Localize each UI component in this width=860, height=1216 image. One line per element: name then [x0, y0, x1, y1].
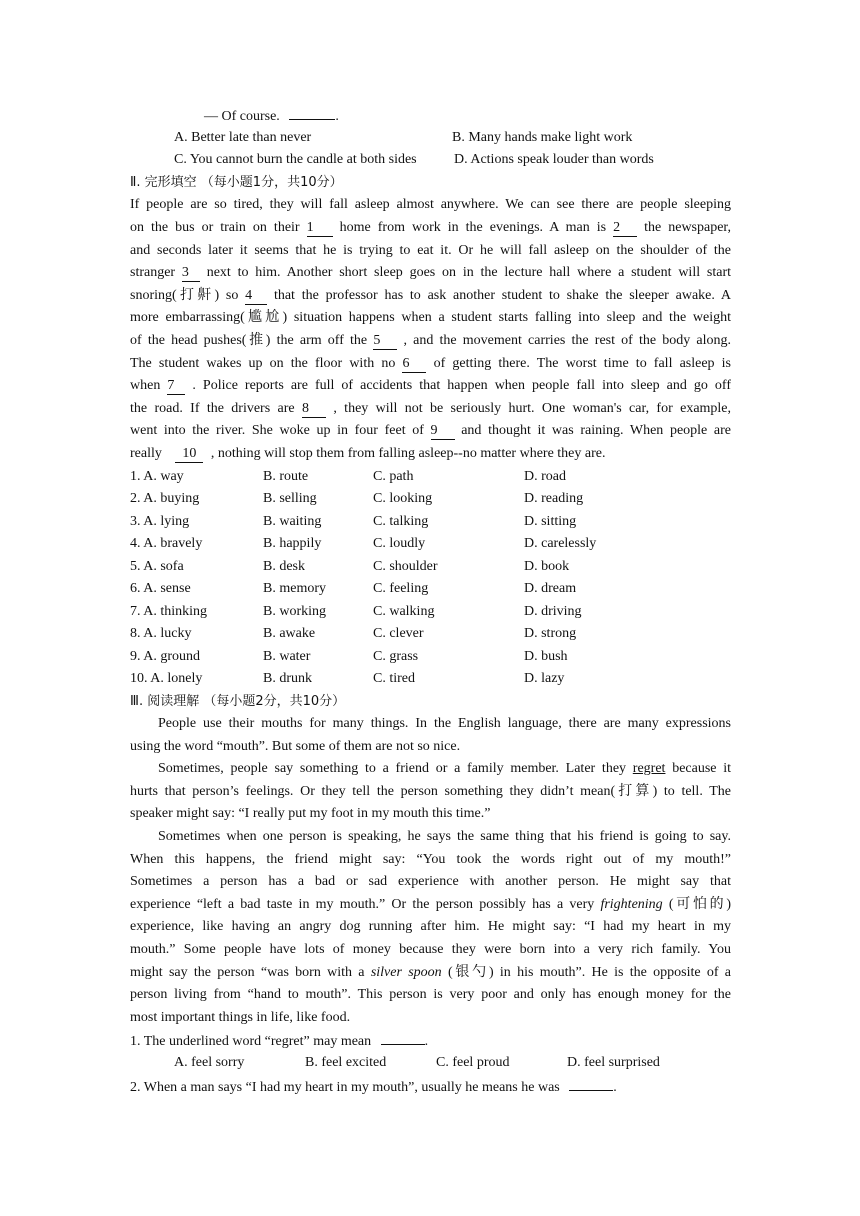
- option-d: D. driving: [524, 603, 582, 619]
- passage-text: , they will not be seriously hurt. One woman's car, for example,: [333, 400, 731, 416]
- passage-text: home from work in the evenings. A man is: [339, 219, 607, 235]
- reading-text: mouth.” Some people have lots of money because they were born into a very rich family. You: [130, 942, 731, 958]
- reading-text: because it: [672, 761, 731, 777]
- option-c: C. feeling: [373, 581, 429, 596]
- reading-line: [130, 849, 731, 872]
- reading-text: might say the person “was born with a: [130, 964, 365, 980]
- section2-heading-text: Ⅱ. 完形填空 （每小题1分，共10分）: [130, 174, 343, 190]
- option-b: B. route: [263, 468, 309, 484]
- option-b: B. awake: [263, 626, 316, 641]
- passage-text: the road. If the drivers are: [130, 400, 295, 416]
- reading-line: [130, 758, 731, 781]
- passage-text: snoring(打鼾) so: [130, 287, 239, 303]
- cloze-option-row: [130, 601, 731, 624]
- passage-line: [130, 307, 731, 330]
- underlined-word: regret: [632, 761, 666, 777]
- blank-2: 2: [613, 220, 637, 237]
- passage-text: of the head pushes(推) the arm off the: [130, 332, 368, 348]
- passage-text: , and the movement carries the rest of the body along.: [403, 332, 731, 348]
- reading-line: [130, 736, 731, 759]
- option-d: D. lazy: [524, 671, 565, 686]
- passage-text: really: [130, 445, 162, 461]
- option-c: C. talking: [373, 513, 429, 529]
- section3-heading-text: Ⅲ. 阅读理解 （每小题2分，共10分）: [130, 693, 346, 709]
- cloze-option-row: [130, 646, 731, 669]
- option-d: D. Actions speak louder than words: [454, 152, 654, 168]
- reading-text: (可怕的): [668, 896, 731, 912]
- passage-line: [130, 375, 731, 398]
- option-b: B. memory: [263, 581, 326, 596]
- prev-question-options-row1: [130, 127, 731, 150]
- option-b: B. drunk: [263, 671, 312, 686]
- option-d: D. bush: [524, 648, 568, 664]
- option-a: 8. A. lucky: [130, 626, 192, 641]
- option-c: C. walking: [373, 603, 435, 619]
- reply-text: — Of course.: [204, 109, 280, 124]
- cloze-option-row: [130, 466, 731, 489]
- option-d: D. dream: [524, 581, 577, 596]
- italic-word: frightening: [600, 896, 663, 912]
- prev-question-reply: — Of course. .: [130, 104, 731, 127]
- question-text: 2. When a man says “I had my heart in my mouth”, usually he means he was: [130, 1079, 560, 1095]
- answer-blank: [569, 1075, 613, 1091]
- option-d: D. carelessly: [524, 536, 597, 551]
- passage-text: went into the river. She woke up in four feet of: [130, 423, 424, 439]
- blank-3: 3: [182, 265, 200, 282]
- passage-text: that the professor has to ask another student to shake the sleeper awake. A: [273, 287, 731, 303]
- passage-line: [130, 194, 731, 217]
- option-d: D. feel surprised: [567, 1055, 660, 1070]
- passage-text: stranger: [130, 265, 176, 281]
- option-a: 2. A. buying: [130, 491, 200, 506]
- passage-text: next to him. Another short sleep goes on in the lecture hall where a student will start: [206, 265, 731, 281]
- blank-9: 9: [431, 423, 455, 440]
- reading-text: (银勺) in his mouth”. He is the opposite of a: [447, 964, 731, 980]
- reading-text: Sometimes, people say something to a friend or a family member. Later they: [158, 761, 627, 777]
- reading-line: [130, 894, 731, 917]
- passage-text: when: [130, 378, 161, 394]
- reading-text: speaker might say: “I really put my foot in my mouth this time.”: [130, 806, 491, 822]
- question-1-options: [130, 1052, 731, 1075]
- reading-text: person living from “hand to mouth”. This person is very poor and only has enough money for the: [130, 987, 731, 1003]
- answer-blank: [289, 104, 335, 120]
- section2-heading: [130, 172, 731, 195]
- reading-text: Sometimes a person has a bad or sad experience with another person. He might say that: [130, 874, 731, 890]
- italic-word: silver spoon: [370, 964, 442, 980]
- blank-10: 10: [175, 446, 203, 463]
- option-b: B. working: [263, 603, 326, 619]
- passage-line: [130, 443, 731, 466]
- option-c: C. path: [373, 468, 414, 484]
- reading-text: most important things in life, like food.: [130, 1009, 351, 1025]
- blank-8: 8: [302, 401, 326, 418]
- option-c: C. clever: [373, 626, 424, 641]
- option-b: B. desk: [263, 558, 305, 574]
- passage-text: . Police reports are full of accidents that happen when people fall into sleep and go off: [192, 378, 731, 394]
- passage-line: [130, 285, 731, 308]
- passage-text: and thought it was raining. When people are: [461, 423, 731, 439]
- passage-line: [130, 330, 731, 353]
- cloze-option-row: [130, 623, 731, 646]
- cloze-options: [130, 466, 731, 691]
- passage-text: If people are so tired, they will fall asleep almost anywhere. We can see there are people sleeping: [130, 197, 731, 213]
- option-a: A. feel sorry: [174, 1055, 245, 1070]
- passage-line: [130, 353, 731, 376]
- reading-line: [130, 962, 731, 985]
- option-c: C. feel proud: [436, 1055, 510, 1070]
- passage-line: [130, 217, 731, 240]
- option-a: 5. A. sofa: [130, 558, 184, 574]
- reading-line: [130, 781, 731, 804]
- question-2: 2. When a man says “I had my heart in my mouth”, usually he means he was .: [130, 1075, 731, 1098]
- blank-6: 6: [402, 356, 426, 373]
- reading-text: Sometimes when one person is speaking, he says the same thing that his friend is going to say.: [158, 829, 731, 845]
- cloze-option-row: [130, 488, 731, 511]
- reading-text: When this happens, the friend might say: “You took the words right out of my mouth!”: [130, 851, 731, 867]
- option-a: 7. A. thinking: [130, 603, 208, 619]
- cloze-option-row: [130, 578, 731, 601]
- option-c: C. tired: [373, 671, 415, 686]
- passage-text: on the bus or train on their: [130, 219, 300, 235]
- reading-line: [130, 1007, 731, 1030]
- reading-line: [130, 713, 731, 736]
- option-a: 6. A. sense: [130, 581, 191, 596]
- blank-5: 5: [373, 333, 397, 350]
- cloze-option-row: [130, 668, 731, 691]
- option-d: D. reading: [524, 491, 584, 506]
- reading-line: [130, 916, 731, 939]
- option-d: D. book: [524, 558, 570, 574]
- option-b: B. selling: [263, 491, 317, 506]
- exam-page: [130, 104, 731, 1097]
- prev-question-options-row2: [130, 149, 731, 172]
- blank-7: 7: [167, 378, 185, 395]
- section3-heading: [130, 691, 731, 714]
- passage-line: [130, 262, 731, 285]
- option-a: 3. A. lying: [130, 513, 190, 529]
- option-c: C. You cannot burn the candle at both sides: [174, 152, 417, 168]
- option-a: 1. A. way: [130, 468, 184, 484]
- option-c: C. shoulder: [373, 558, 438, 574]
- option-a: A. Better late than never: [174, 129, 312, 145]
- reading-line: [130, 939, 731, 962]
- option-d: D. road: [524, 468, 566, 484]
- option-d: D. sitting: [524, 513, 577, 529]
- option-b: B. Many hands make light work: [452, 129, 633, 145]
- passage-line: [130, 420, 731, 443]
- option-c: C. grass: [373, 648, 419, 664]
- option-c: C. looking: [373, 491, 433, 506]
- answer-blank: [381, 1029, 425, 1045]
- option-c: C. loudly: [373, 536, 426, 551]
- cloze-option-row: [130, 533, 731, 556]
- option-d: D. strong: [524, 626, 577, 641]
- blank-1: 1: [307, 220, 333, 237]
- passage-text: the newspaper,: [644, 219, 731, 235]
- reading-line: [130, 803, 731, 826]
- option-b: B. waiting: [263, 513, 322, 529]
- reading-text: People use their mouths for many things. In the English language, there are many expressions: [158, 716, 731, 732]
- option-a: 9. A. ground: [130, 648, 200, 664]
- reading-text: using the word “mouth”. But some of them are not so nice.: [130, 738, 461, 754]
- cloze-option-row: [130, 511, 731, 534]
- reading-line: [130, 871, 731, 894]
- question-1: 1. The underlined word “regret” may mean .: [130, 1029, 731, 1052]
- passage-text: of getting there. The worst time to fall asleep is: [433, 355, 731, 371]
- question-text: 1. The underlined word “regret” may mean: [130, 1034, 372, 1050]
- reading-line: [130, 984, 731, 1007]
- reading-text: hurts that person’s feelings. Or they tell the person something they didn’t mean(打算) to tell. The: [130, 783, 731, 799]
- cloze-option-row: [130, 556, 731, 579]
- reading-line: [130, 826, 731, 849]
- passage-line: [130, 240, 731, 263]
- option-b: B. water: [263, 648, 311, 664]
- blank-4: 4: [245, 288, 267, 305]
- passage-text: and seconds later it seems that he is trying to eat it. Or he will fall asleep on the shoulder of the: [130, 242, 731, 258]
- option-b: B. happily: [263, 536, 322, 551]
- passage-text: , nothing will stop them from falling asleep--no matter where they are.: [210, 445, 606, 461]
- option-b: B. feel excited: [305, 1055, 387, 1070]
- option-a: 10. A. lonely: [130, 671, 203, 686]
- passage-line: [130, 398, 731, 421]
- reading-text: experience, like having an angry dog running after him. He might say: “I had my heart in my: [130, 919, 731, 935]
- passage-text: more embarrassing(尴尬) situation happens when a student starts falling into sleep and the weight: [130, 310, 731, 326]
- option-a: 4. A. bravely: [130, 536, 203, 551]
- reading-text: experience “left a bad taste in my mouth.” Or the person possibly has a very: [130, 896, 595, 912]
- passage-text: The student wakes up on the floor with no: [130, 355, 396, 371]
